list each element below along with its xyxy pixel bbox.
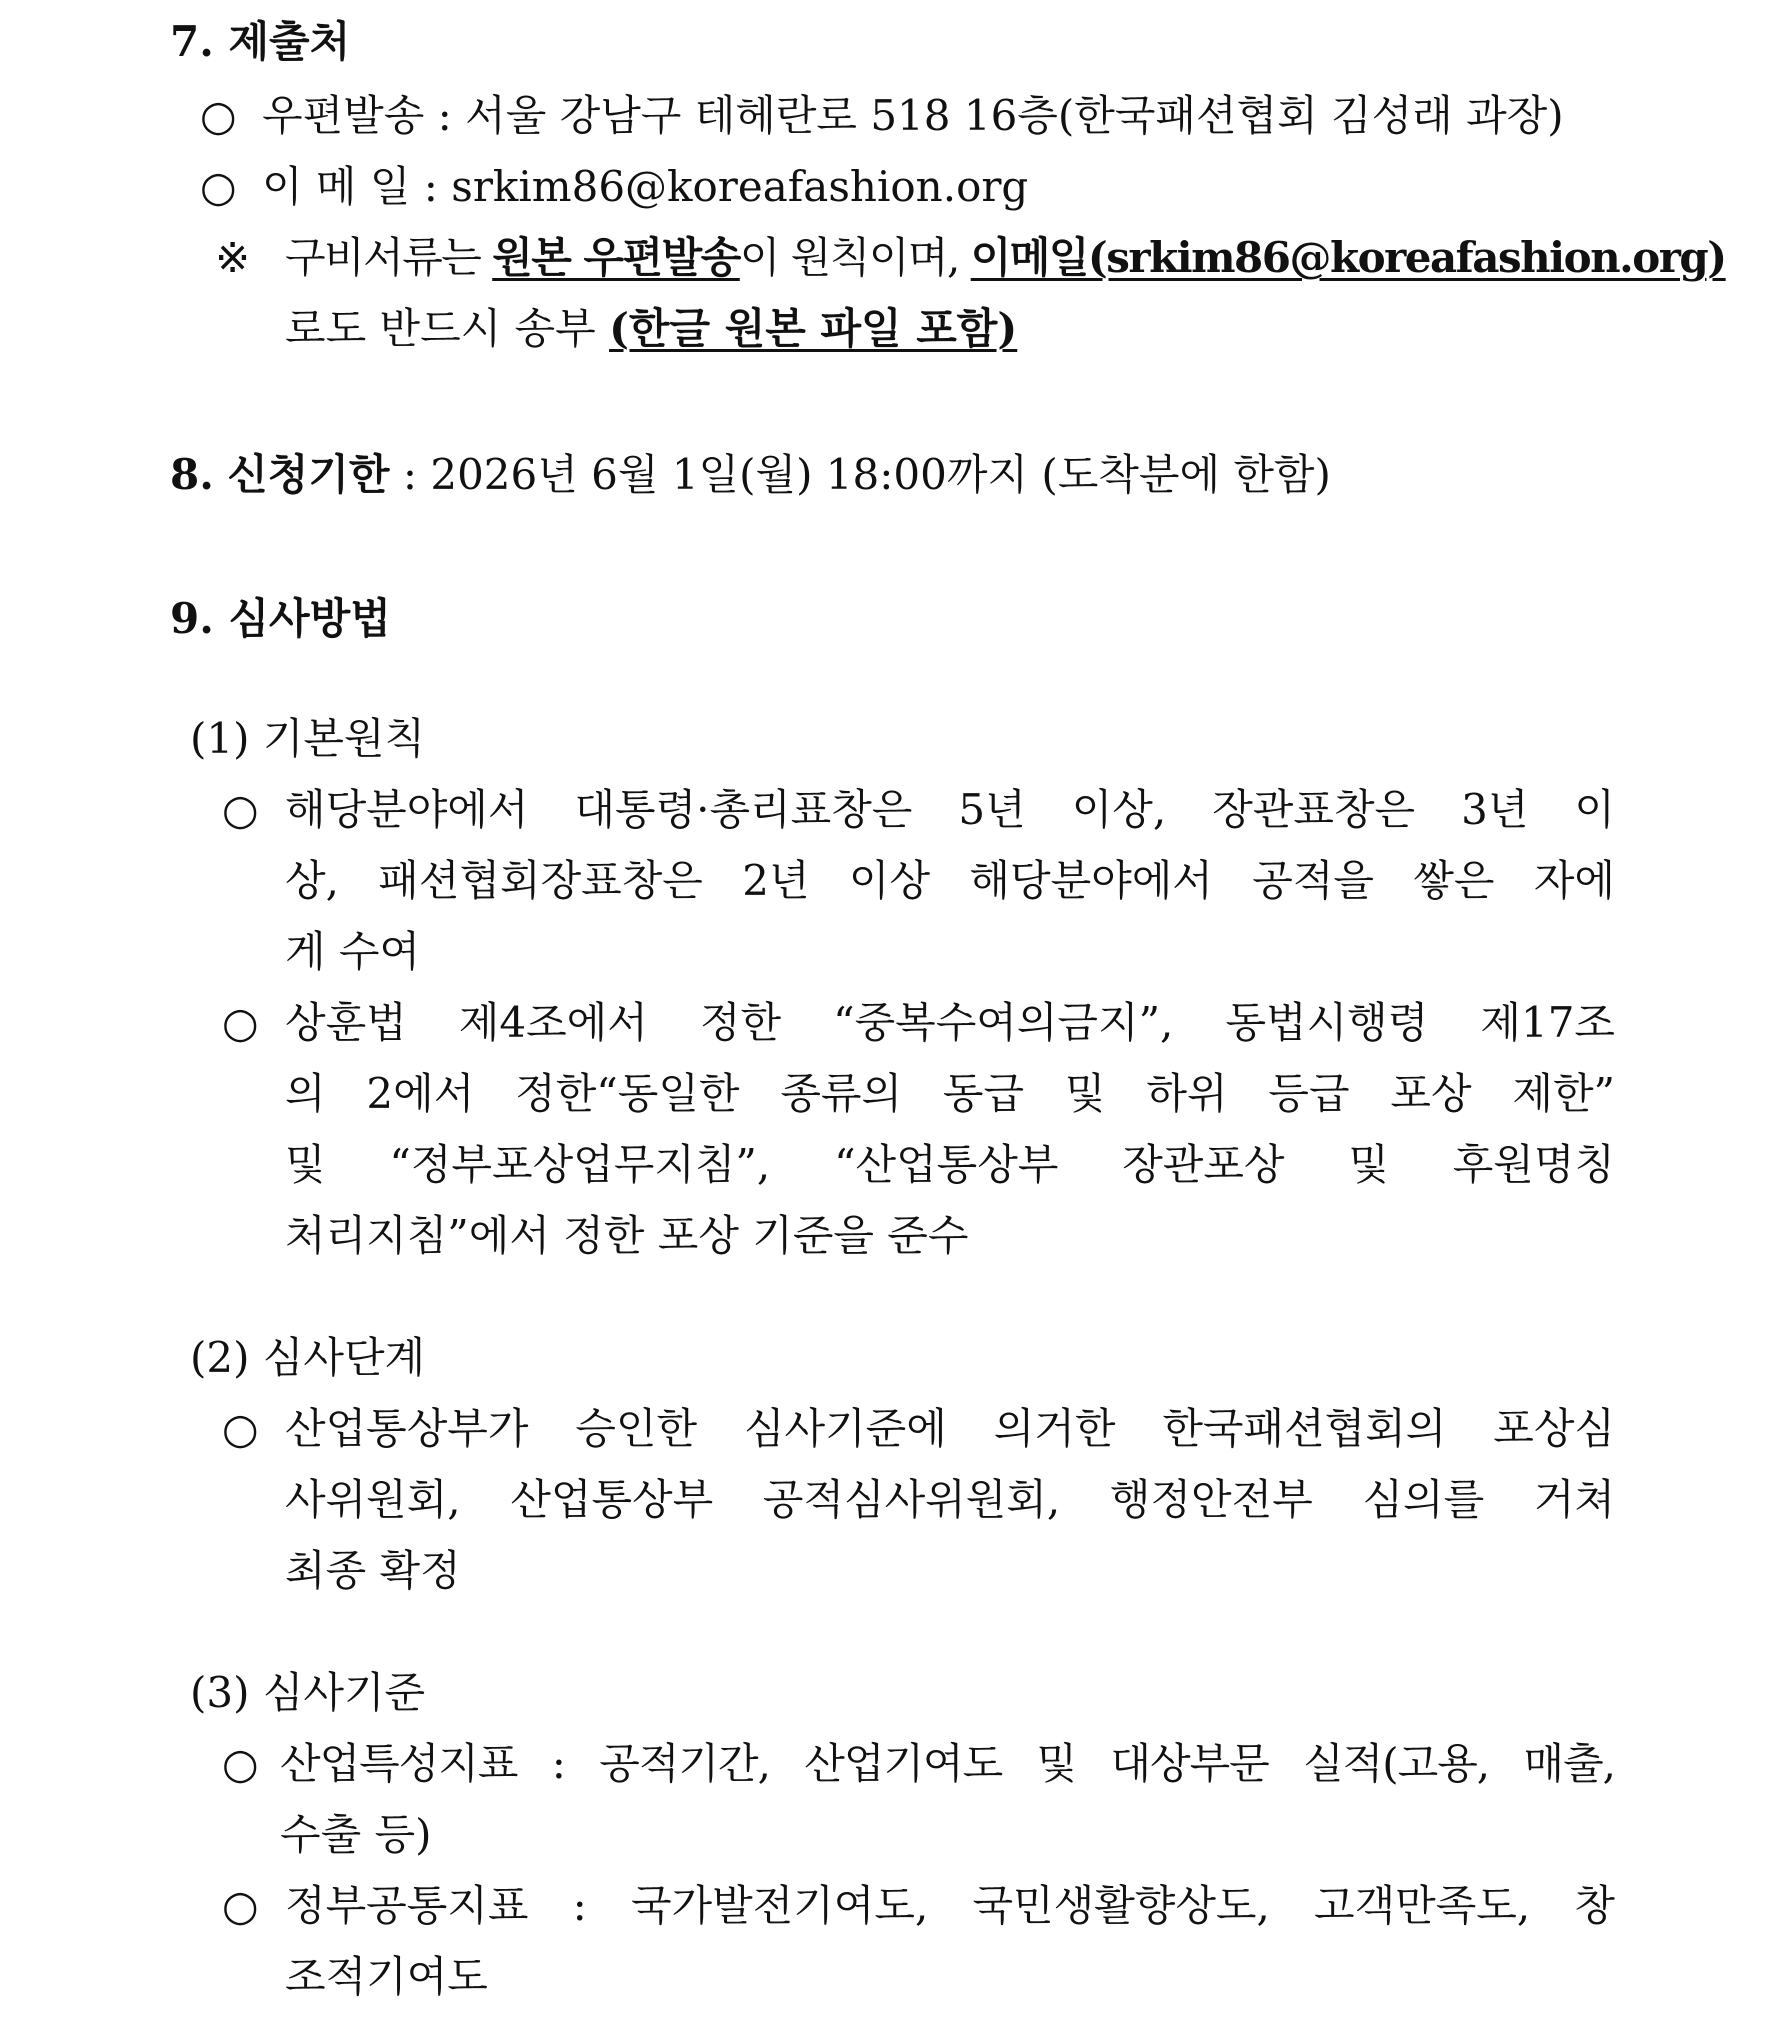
sub1-b2-line-3: 및 “정부포상업무지침”, “산업통상부 장관포상 및 후원명칭: [285, 1140, 1615, 1189]
sub3-b1-line-1: 산업특성지표 : 공적기간, 산업기여도 및 대상부문 실적(고용, 매출,: [280, 1739, 1615, 1788]
sub3-b1-line-2: 수출 등): [280, 1810, 432, 1859]
note-email-link[interactable]: 이메일(srkim86@koreafashion.org): [970, 233, 1726, 282]
email-bullet: ○: [200, 162, 237, 211]
deadline-text: : 2026년 6월 1일(월) 18:00까지 (도착분에 한함): [389, 450, 1331, 499]
sub1-b2-line-1: 상훈법 제4조에서 정한 “중복수여의금지”, 동법시행령 제17조: [285, 998, 1615, 1047]
section-8-number: 8.: [170, 450, 214, 499]
sub1-bullet-2: ○: [222, 998, 259, 1047]
sub1-label: (1) 기본원칙: [190, 714, 426, 763]
section-7-title: 제출처: [228, 17, 351, 66]
sub2-b1-line-3: 최종 확정: [285, 1546, 461, 1595]
sub1-b2-line-2: 의 2에서 정한“동일한 종류의 동급 및 하위 등급 포상 제한”: [285, 1069, 1615, 1118]
note2-text-a: 로도 반드시 송부: [285, 304, 610, 353]
sub1-b2-line-4: 처리지침”에서 정한 포상 기준을 준수: [285, 1211, 969, 1260]
section-8-title: 신청기한: [227, 450, 390, 499]
note-original-mail: 원본 우편발송: [492, 233, 740, 282]
section-7-heading: [170, 12, 350, 72]
sub3-b2-line-1: 정부공통지표 : 국가발전기여도, 국민생활향상도, 고객만족도, 창: [285, 1881, 1615, 1930]
mail-bullet: ○: [200, 91, 237, 140]
sub2-b1-line-2: 사위원회, 산업통상부 공적심사위원회, 행정안전부 심의를 거쳐: [285, 1475, 1615, 1524]
sub3-bullet-2: ○: [222, 1881, 259, 1930]
submission-note-line-1: [285, 228, 1726, 288]
submission-note-line-2: [285, 299, 1017, 359]
note-text-a: 구비서류는: [285, 233, 493, 282]
sub1-bullet-1: ○: [222, 785, 259, 834]
sub2-bullet-1: ○: [222, 1404, 259, 1453]
note-text-c: 이 원칙이며,: [739, 233, 971, 282]
section-9-number: 9.: [170, 594, 214, 643]
note-mark: ※: [215, 233, 251, 282]
mail-address: 우편발송 : 서울 강남구 테헤란로 518 16층(한국패션협회 김성래 과장): [262, 91, 1564, 140]
sub1-b1-line-1: 해당분야에서 대통령·총리표창은 5년 이상, 장관표창은 3년 이: [285, 785, 1615, 834]
section-9-heading: [170, 589, 391, 649]
section-8-line: [170, 445, 1331, 505]
sub2-label: (2) 심사단계: [190, 1333, 426, 1382]
section-9-title: 심사방법: [228, 594, 391, 643]
section-7-number: 7.: [170, 17, 214, 66]
note2-hangul-file: (한글 원본 파일 포함): [609, 304, 1018, 353]
sub1-b1-line-2: 상, 패션협회장표창은 2년 이상 해당분야에서 공적을 쌓은 자에: [285, 856, 1615, 905]
sub3-label: (3) 심사기준: [190, 1668, 426, 1717]
sub2-b1-line-1: 산업통상부가 승인한 심사기준에 의거한 한국패션협회의 포상심: [285, 1404, 1615, 1453]
sub3-bullet-1: ○: [222, 1739, 259, 1788]
sub3-b2-line-2: 조적기여도: [285, 1952, 488, 2001]
email-address: 이 메 일 : srkim86@koreafashion.org: [262, 162, 1029, 211]
sub1-b1-line-3: 게 수여: [285, 927, 421, 976]
